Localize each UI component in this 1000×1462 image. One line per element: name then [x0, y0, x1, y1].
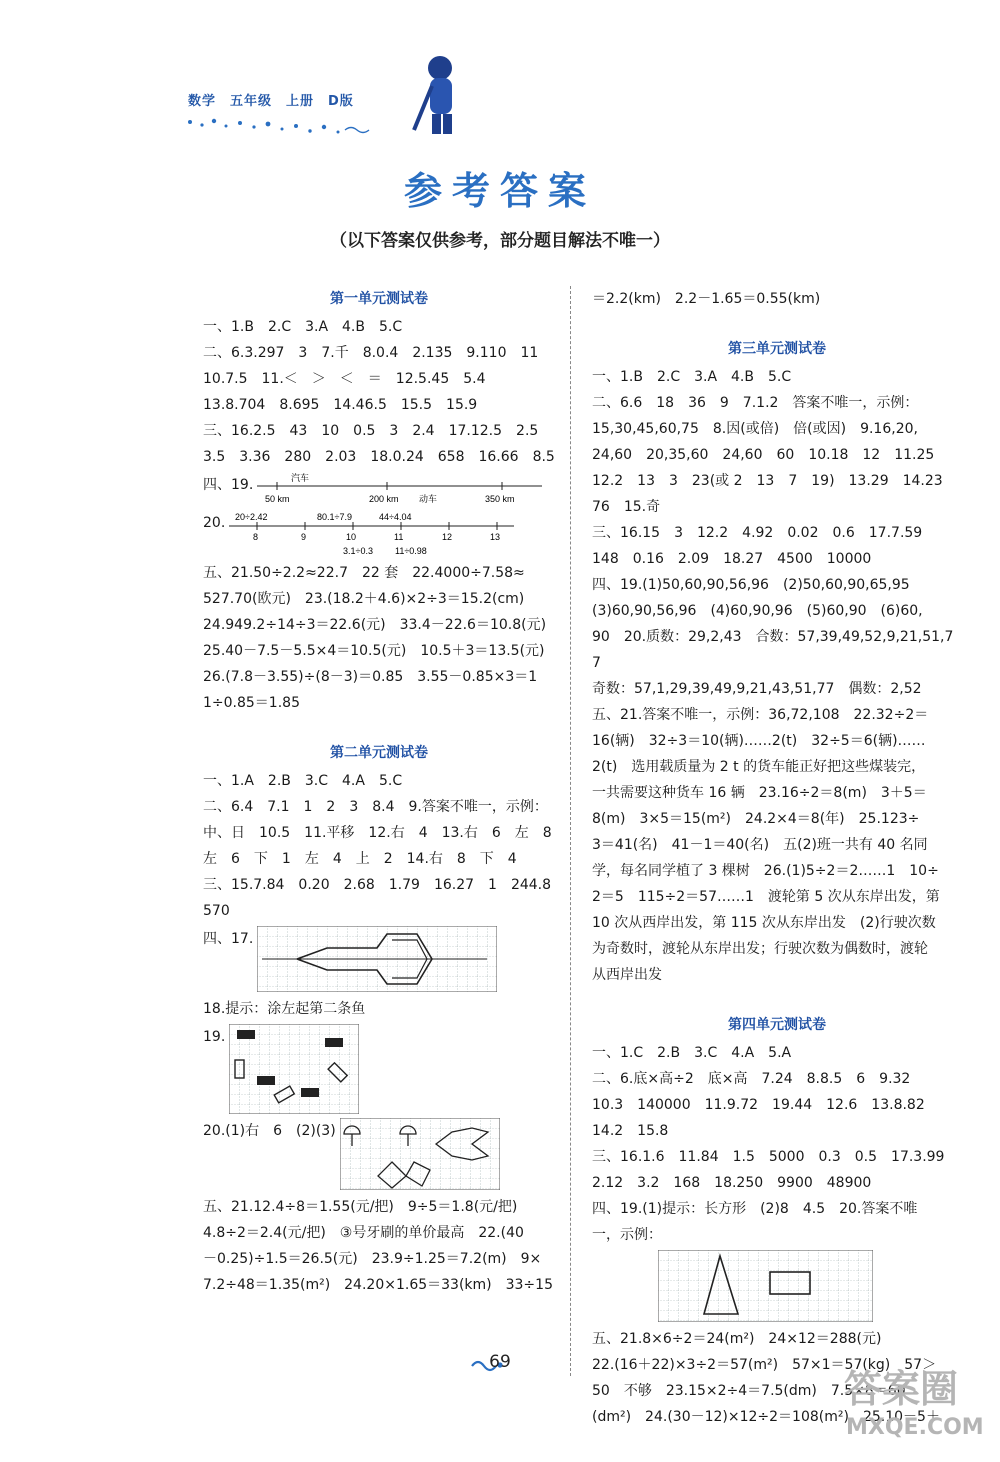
answer-line: 2(t) 选用载质量为 2 t 的货车能正好把这些煤装完，	[592, 759, 926, 775]
q19-tick-label: 动车	[419, 494, 438, 504]
q19-grid-figure	[203, 1024, 555, 1114]
answer-line: 二、6.3.297 3 7.千 8.0.4̇ 2.13̇5̇ 9.110 11	[203, 345, 539, 361]
answer-line: 五、21.8×6÷2＝24(m²) 24×12＝288(元)	[592, 1331, 882, 1347]
header	[180, 86, 480, 156]
q20-tick: 10	[346, 532, 357, 542]
answer-line: 五、21.50÷2.2≈22.7 22 套 22.4000÷7.58≈	[203, 565, 525, 581]
left-column	[203, 286, 555, 1298]
right-column	[592, 286, 962, 1430]
answer-line: 12.2 13 3 23(或 2 13 7 19) 13.29 14.23	[592, 473, 943, 489]
answer-line: 三、16.2.5 43 10 0.5 3 2.4 17.12.5 2.5	[203, 423, 539, 439]
q17-grid-figure	[203, 926, 555, 992]
answer-line: 三、15.7.84 0.20 2.68 1.79 16.27 1 244.8	[203, 877, 552, 893]
answer-line: 76 15.奇	[592, 499, 661, 515]
answer-line: 18.提示：涂左起第二条鱼	[203, 1001, 366, 1017]
answer-line: 3＝41(名) 41－1＝40(名) 五(2)班一共有 40 名同	[592, 837, 928, 853]
watermark-url: MXQE.COM	[846, 1415, 984, 1440]
q20-tick: 9	[301, 532, 307, 542]
book-subject: 数学 五年级 上册 D版	[188, 94, 354, 109]
page-subtitle: （以下答案仅供参考，部分题目解法不唯一）	[330, 231, 670, 251]
answer-line: －0.25)÷1.5＝26.5(元) 23.9÷1.25＝7.2(m) 9×	[203, 1251, 542, 1267]
q17-label: 四、17.	[203, 931, 254, 947]
answer-line: 50 不够 23.15×2÷4＝7.5(dm) 7.5×8＝60	[592, 1383, 906, 1399]
answer-line: 10 次从西岸出发，第 115 次从东岸出发 (2)行驶次数	[592, 915, 936, 931]
answer-line: 左 6 下 1 左 4 上 2 14.右 8 下 4	[203, 851, 517, 867]
answer-line: 一，示例：	[592, 1227, 662, 1243]
answer-line: 10.3 140000 11.9.72 19.44 12.6 13.8.82	[592, 1097, 925, 1113]
q20-label-bottom: 11÷0.98	[395, 546, 428, 556]
unit4-title: 第四单元测试卷	[728, 1017, 826, 1033]
answer-line: 三、16.1.6 11.84 1.5 5000 0.3 0.5 17.3.99	[592, 1149, 945, 1165]
q20-label-top: 80.1÷7.9	[317, 512, 353, 522]
answer-line: ＝2.2(km) 2.2－1.65＝0.55(km)	[592, 291, 821, 307]
answer-line: 527.70(欧元) 23.(18.2＋4.6)×2÷3＝15.2(cm)	[203, 591, 525, 607]
answer-line: 16(辆) 32÷3＝10(辆)……2(t) 32÷5＝6(辆)……	[592, 733, 926, 749]
q19-label: 四、19.	[203, 477, 254, 493]
q20u2-figure	[203, 1118, 555, 1190]
u4-q20-grid-figure	[658, 1250, 962, 1322]
column-divider	[570, 286, 571, 1376]
q20-shapes-grid	[340, 1118, 500, 1190]
q20-label-top: 20÷2.42	[235, 512, 268, 522]
answer-line: 26.(7.8－3.55)÷(8－3)＝0.85 3.55－0.85×3＝1	[203, 669, 538, 685]
answer-line: 90 20.质数：29,2,43 合数：57,39,49,52,9,21,51,77	[592, 629, 954, 671]
answer-line: 10.7.5 11.＜ ＞ ＜ ＝ 12.5.4̇5̇ 5.4	[203, 371, 486, 387]
answer-line: 7.2÷48＝1.35(m²) 24.20×1.65＝33(km) 33÷15	[203, 1277, 553, 1293]
answer-line: 从西岸出发	[592, 967, 662, 983]
answer-line: 一、1.B 2.C 3.A 4.B 5.C	[592, 369, 792, 385]
unit1-title: 第一单元测试卷	[330, 291, 428, 307]
q19-rectangles-grid	[229, 1024, 359, 1114]
answer-line: 奇数：57,1,29,39,49,9,21,43,51,77 偶数：2,52	[592, 681, 922, 697]
decorative-stars-icon	[180, 114, 380, 144]
answer-line: 14.2 15.8	[592, 1123, 669, 1139]
page-number: 69	[489, 1352, 511, 1372]
answer-line: (dm²) 24.(30－12)×12÷2＝108(m²) 25.10－5＋	[592, 1409, 940, 1425]
answer-line: 13.8.704 8.695 14.46.5 15.5 15.9	[203, 397, 478, 413]
answer-line: 二、6.4 7.1 1 2 3 8.4 9.答案不唯一，示例：	[203, 799, 548, 815]
answer-line: 3.5 3.36 280 2.03 18.0.24 658 16.66 8.5	[203, 449, 555, 465]
answer-line: 学，每名同学植了 3 棵树 26.(1)5÷2＝2……1 10÷	[592, 863, 939, 879]
answer-line: 四、19.(1)提示：长方形 (2)8 4.5 20.答案不唯	[592, 1201, 918, 1217]
answer-line: 二、6.6 18 36 9 7.1.2 答案不唯一，示例：	[592, 395, 919, 411]
q19-tick-label: 200 km	[369, 494, 399, 504]
q20-label: 20.	[203, 515, 226, 531]
answer-line: 8(m) 3×5＝15(m²) 24.2×4＝8(年) 25.123÷	[592, 811, 920, 827]
q20-tick: 13	[490, 532, 501, 542]
page-title: 参考答案	[403, 168, 596, 213]
q19-tick-label: 汽车	[291, 473, 310, 483]
answer-line: 148 0.16 2.09 18.27 4500 10000	[592, 551, 872, 567]
watermark-logo	[836, 1354, 986, 1448]
answer-line: 24.949.2÷14÷3＝22.6(元) 33.4－22.6＝10.8(元)	[203, 617, 547, 633]
answer-line: 22.(16＋22)×3÷2＝57(m²) 57×1＝57(kg) 57＞	[592, 1357, 937, 1373]
answer-line: 五、21.答案不唯一，示例：36,72,108 22.32÷2＝	[592, 707, 929, 723]
triangle-rectangle-grid	[658, 1250, 873, 1322]
q17-rocket-grid	[257, 926, 497, 992]
q20-tick: 11	[394, 532, 404, 542]
answer-line: (3)60,90,56,96 (4)60,90,96 (5)60,90 (6)60,	[592, 603, 923, 619]
answer-line: 一、1.B 2.C 3.A 4.B 5.C	[203, 319, 403, 335]
answer-line: 五、21.12.4÷8＝1.55(元/把) 9÷5＝1.8(元/把)	[203, 1199, 518, 1215]
q19u2-label: 19.	[203, 1029, 226, 1045]
q19-tick-label: 350 km	[485, 494, 515, 504]
answer-line: 15,30,45,60,75 8.因(或倍) 倍(或因) 9.16,20,	[592, 421, 918, 437]
answer-line: 2＝5 115÷2＝57……1 渡轮第 5 次从东岸出发，第	[592, 889, 940, 905]
answer-line: 一、1.A 2.B 3.C 4.A 5.C	[203, 773, 403, 789]
answer-line: 2.12 3.2 168 18.250 9900 48900	[592, 1175, 872, 1191]
q19-tick-label: 50 km	[265, 494, 290, 504]
answer-line: 一共需要这种货车 16 辆 23.16÷2＝8(m) 3＋5＝	[592, 785, 927, 801]
answer-line: 24,60 20,35,60 24,60 60 10.18 12 11.25	[592, 447, 935, 463]
unit2-title: 第二单元测试卷	[330, 745, 428, 761]
answer-line: 二、6.底×高÷2 底×高 7.24 8.8.5 6 9.32	[592, 1071, 911, 1087]
answer-line: 4.8÷2＝2.4(元/把) ③号牙刷的单价最高 22.(40	[203, 1225, 524, 1241]
answer-line: 1÷0.85＝1.85	[203, 695, 300, 711]
answer-line: 一、1.C 2.B 3.C 4.A 5.A	[592, 1045, 792, 1061]
answer-line: 570	[203, 903, 230, 919]
answer-line: 25.40－7.5－5.5×4＝10.5(元) 10.5＋3＝13.5(元)	[203, 643, 545, 659]
q19-number-line	[203, 472, 555, 506]
answer-line: 四、19.(1)50,60,90,56,96 (2)50,60,90,65,95	[592, 577, 910, 593]
pen-figure-icon	[410, 50, 470, 140]
q20-number-line-figure	[229, 510, 529, 556]
answer-line: 中、日 10.5 11.平移 12.右 4 13.右 6 左 8	[203, 825, 552, 841]
unit3-title: 第三单元测试卷	[728, 341, 826, 357]
answer-line: 三、16.15 3 12.2 4.92 0.02 0.6 17.7.59	[592, 525, 923, 541]
q20-label-top: 44÷4.04	[379, 512, 412, 522]
answer-line: 为奇数时，渡轮从东岸出发；行驶次数为偶数时，渡轮	[592, 941, 928, 957]
q20-tick: 8	[253, 532, 259, 542]
q20-tick: 12	[442, 532, 453, 542]
q20-number-line	[203, 510, 555, 556]
q20-label-bottom: 3.1÷0.3	[343, 546, 374, 556]
watermark-text: 答案圈	[844, 1367, 959, 1411]
q20u2-label: 20.(1)右 6 (2)(3)	[203, 1123, 336, 1139]
q19-number-line-figure	[257, 472, 547, 506]
